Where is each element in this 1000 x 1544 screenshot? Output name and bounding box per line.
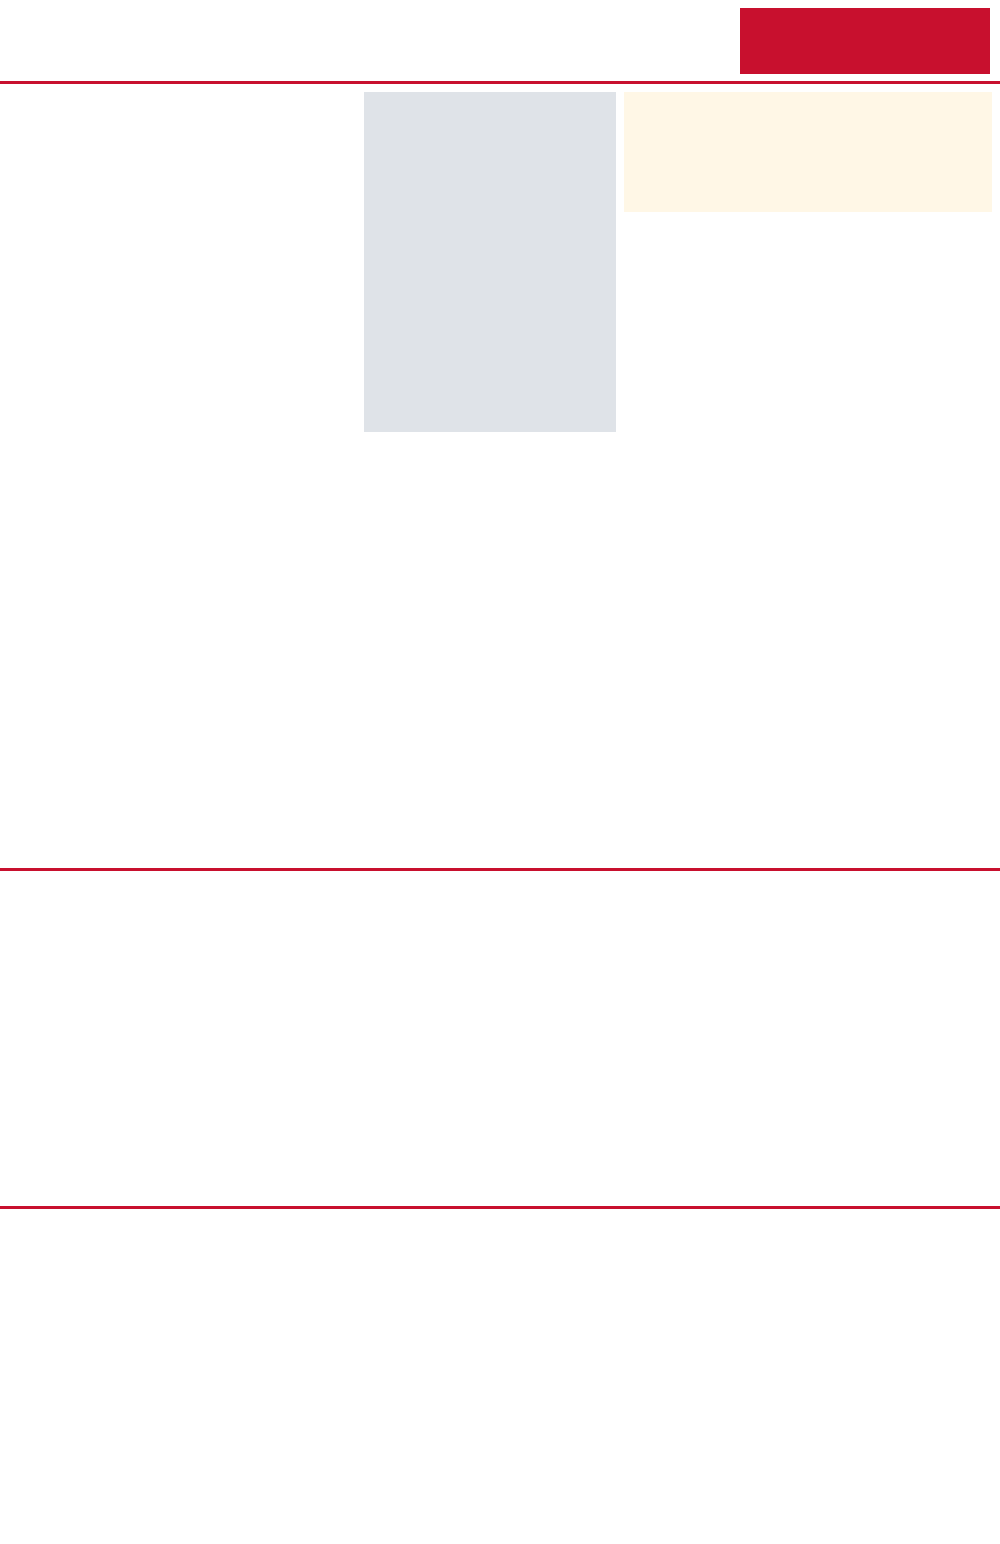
newspaper-logo [740,8,990,74]
brief-stories-row [8,878,992,1198]
masthead-date [8,8,158,74]
section-divider-2 [0,1206,1000,1209]
bottom-left-headline-block [8,1214,498,1334]
lead-headline-block [624,92,992,212]
bottom-right-headline-block [506,1214,992,1334]
lead-photo [364,92,616,432]
section-divider [0,868,1000,871]
section-title [300,10,700,72]
masthead [0,0,1000,84]
top-left-headline-block [8,92,356,212]
